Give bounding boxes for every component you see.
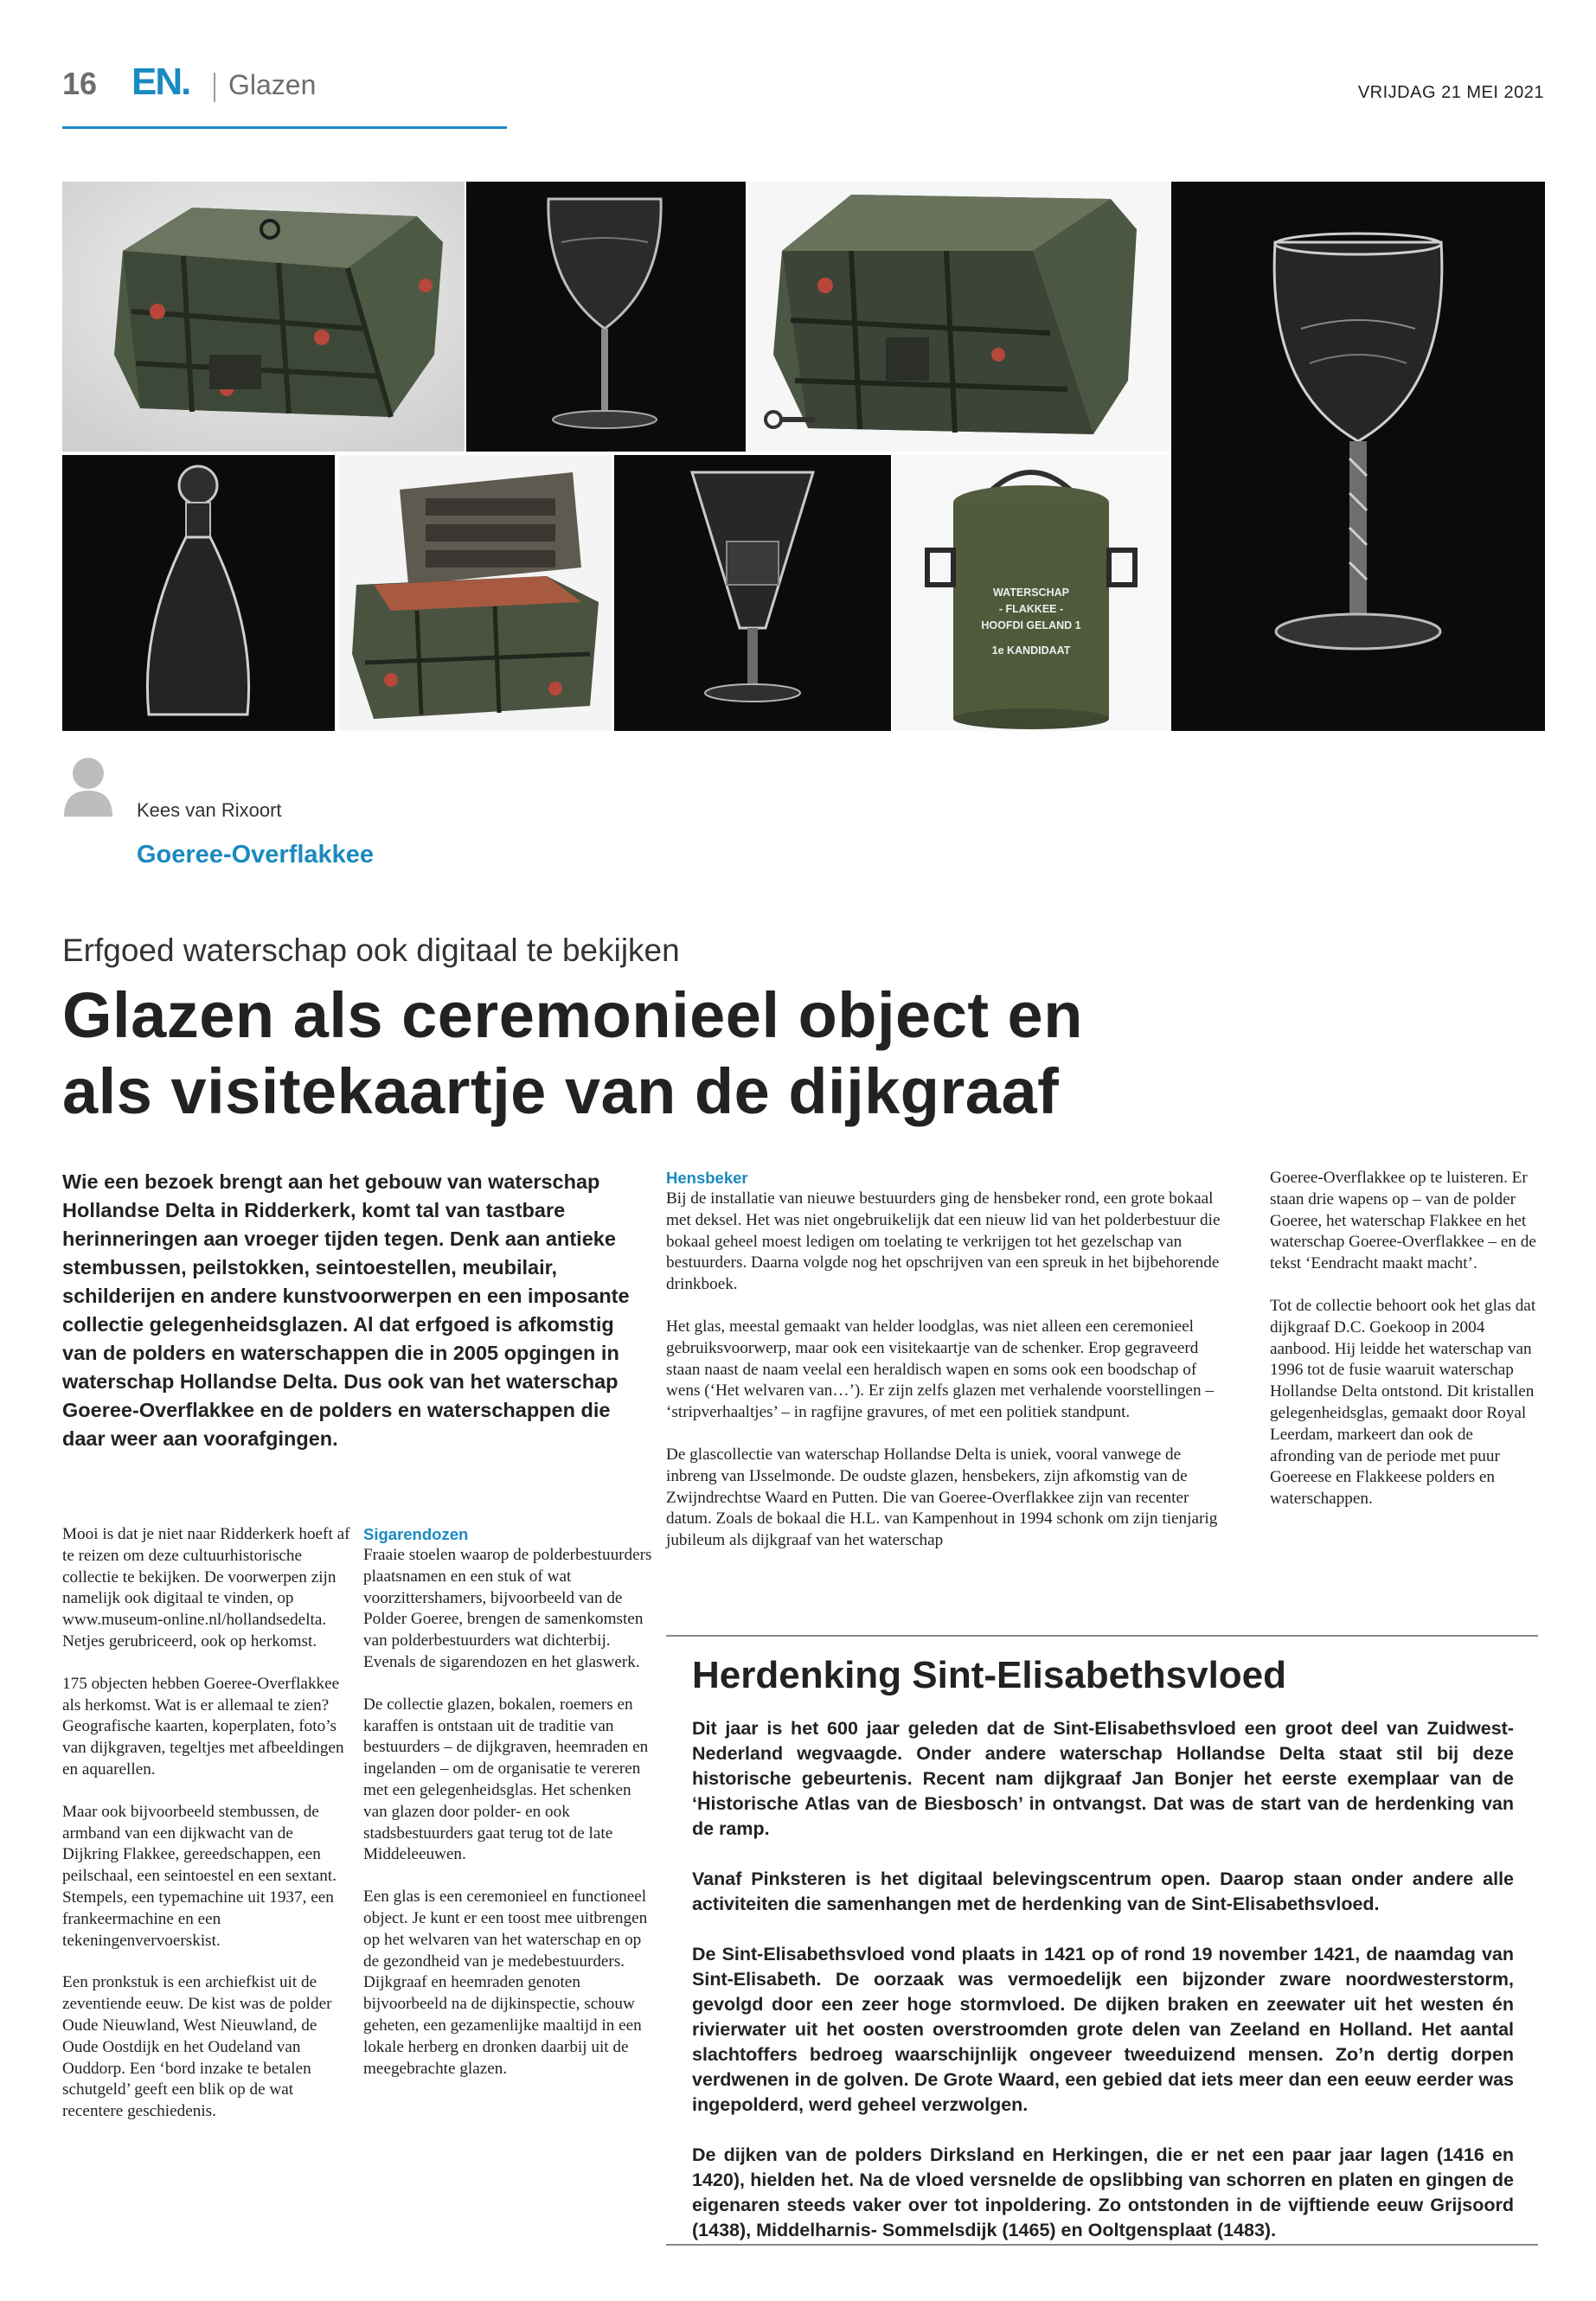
sidebar-paragraph: De dijken van de polders Dirksland en Herkingen, die er net een paar jaar lagen (1416 en 1420), hielden het. Na de vloed versnelde de opslibbing van schorren en platen en gingen de eigenaren steeds vaker over tot inpoldering. Zo ontstonden in de vijftiende eeuw Grijsoord (1438), Middelharnis- Sommelsdijk (1465) en Ooltgensplaat (1483). (692, 2144, 1514, 2240)
paragraph: Mooi is dat je niet naar Ridderkerk hoeft af te reizen om deze cultuurhistorische collectie te bekijken. De voorwerpen zijn namelijk ook digitaal te vinden, op www.museum-online.nl/hollandsedelta. Netjes gerubriceerd, ook op herkomst. (62, 1525, 350, 1650)
paragraph: Maar ook bijvoorbeeld stembussen, de armband van een dijkwacht van de Dijkring Flakkee, gereedschappen, een peilschaal, een seintoestel en een sextant. Stempels, een typemachine uit 1937, een frankeermachine en een tekeningenvervoerskist. (62, 1802, 337, 1950)
article-column-3 (666, 1168, 1227, 1573)
paragraph: De collectie glazen, bokalen, roemers en karaffen is ontstaan uit de traditie van bestuurders – de dijkgraven, heemraden en ingelanden – om de organisatie te vereren met een gelegenheidsglas. Het schenken van glazen door polder- en ook stadsbestuurders gaat terug tot de late Middeleeuwen. (363, 1695, 649, 1864)
photo-decanter (62, 455, 335, 731)
canister-text-4: 1e KANDIDAAT (991, 644, 1071, 657)
sidebar-rule-top (666, 1635, 1538, 1637)
section-label: Glazen (228, 69, 317, 100)
author-name: Kees van Rixoort (137, 799, 282, 821)
paragraph: Een glas is een ceremonieel en functioneel object. Je kunt er een toost mee uitbrengen op het welvaren van het waterschap en op de gezondheid van je medebestuurders. Dijkgraaf en heemraden genoten bijvoorbeeld na de dijkinspectie, schouw geheten, een gezamenlijke maaltijd in een lokale herberg en dronken daarbij uit de meegebrachte glazen. (363, 1888, 648, 2078)
paragraph: Goeree-Overflakkee op te luisteren. Er staan drie wapens op – van de polder Goeree, het waterschap Flakkee en het waterschap Goeree-Overflakkee – en de tekst ‘Eendracht maakt macht’. (1270, 1169, 1536, 1273)
sidebar-title: Herdenking Sint-Elisabethsvloed (692, 1654, 1287, 1696)
paragraph: Een pronkstuk is een archiefkist uit de zeventiende eeuw. De kist was de polder Oude Nieuwland, West Nieuwland, de Oude Oostdijk en het Oudeland van Ouddorp. Een ‘bord inzake te betalen schutgeld’ geeft een blik op de wat recentere geschiedenis. (62, 1973, 332, 2121)
canister-text-3: HOOFDI GELAND 1 (981, 619, 1081, 631)
paragraph: Fraaie stoelen waarop de polderbestuurders plaatsnamen en een stuk of wat voorzittershamers, bijvoorbeeld van de Polder Goeree, brengen de samenkomsten van polderbestuurders wat dichterbij. Evenals de sigarendozen en het glaswerk. (363, 1546, 652, 1671)
sidebar-paragraph: De Sint-Elisabethsvloed vond plaats in 1421 op of rond 19 november 1421, de naamdag van Sint-Elisabeth. De oorzaak was vermoedelijk een bijzonder zware noordwesterstorm, gevolgd door een zeer hoge stormvloed. De dijken braken en zeewater uit het westen én rivierwater uit het oosten overstroomden grote delen van Zeeland en Holland. Het aantal slachtoffers bedroeg waarschijnlijk ongeveer tweeduizend mensen. Zo’n dertig dorpen verdwenen in de golven. De Grote Waard, een gebied dat iets meer dan een eeuw eerder was ingepolderd, werd geheel verzwolgen. (692, 1944, 1514, 2115)
article-column-1 (62, 1524, 352, 2144)
issue-date: VRIJDAG 21 MEI 2021 (1357, 83, 1544, 102)
canister-text-2: - FLAKKEE - (998, 603, 1064, 615)
header-separator (214, 73, 215, 102)
paragraph: De glascollectie van waterschap Hollandse Delta is uniek, vooral vanwege de inbreng van IJsselmonde. De oudste glazen, hensbekers, zijn afkomstig van de Zwijndrechtse Waard en Putten. Die van Goeree-Overflakkee zijn van recenter datum. Zoals de bokaal die H.L. van Kampenhout in 1994 schonk om zijn tienjarig jubileum als dijkgraaf van het waterschap (666, 1445, 1218, 1550)
sidebar-rule-bottom (666, 2244, 1538, 2246)
headline-line-1: Glazen als ceremonieel object en (62, 979, 1083, 1051)
paragraph: Het glas, meestal gemaakt van helder loodglas, was niet alleen een ceremonieel gebruiksvoorwerp, maar ook een visitekaartje van de schenker. Erop gegraveerd staan naast de naam veelal een heraldisch wapen en soms ook een boodschap of wens (‘Het welvaren van…’). Er zijn zelfs glazen met verhalende voorstellingen – ‘stripverhaaltjes’ – in ragfijne gravures, of met een politiek standpunt. (666, 1317, 1214, 1422)
article-column-2 (363, 1524, 657, 2100)
article-kicker: Erfgoed waterschap ook digitaal te bekijken (62, 933, 680, 968)
photo-chest-with-key (747, 182, 1170, 452)
headline-line-2: als visitekaartje van de dijkgraaf (62, 1055, 1060, 1127)
canister-text-1: WATERSCHAP (993, 586, 1069, 599)
paragraph: Bij de installatie van nieuwe bestuurders ging de hensbeker rond, een grote bokaal met deksel. Het was niet ongebruikelijk dat een nieuw lid van het polderbestuur die bokaal geheel moest ledigen om toelating te verkrijgen tot het gezelschap van bestuurders. Daarna volgde nog het opschrijven van een spreuk in het bijbehorende drinkboek. (666, 1189, 1221, 1294)
sidebar-body (692, 1716, 1514, 2268)
photo-engraved-wine-glass (466, 182, 746, 452)
subhead-hensbeker: Hensbeker (666, 1169, 748, 1187)
sidebar-paragraph: Dit jaar is het 600 jaar geleden dat de Sint-Elisabethsvloed een groot deel van Zuidwest-Nederland wegvaagde. Onder andere waterschap Hollandse Delta staat stil bij deze historische gebeurtenis. Recent nam dijkgraaf Jan Bonjer het eerste exemplaar van de ‘Historische Atlas van de Biesbosch’ in ontvangst. Dat was de start van de herdenking van de ramp. (692, 1718, 1514, 1839)
photo-dijkgraaf-goblet (1171, 182, 1545, 731)
photo-archive-chest (62, 182, 465, 452)
photo-open-chest (339, 455, 612, 731)
header-rule (62, 126, 507, 129)
article-headline (62, 977, 1360, 1130)
page-number: 16 (62, 66, 98, 101)
photo-flute-glass (614, 455, 891, 731)
subhead-sigarendozen: Sigarendozen (363, 1525, 469, 1543)
paragraph: 175 objecten hebben Goeree-Overflakkee als herkomst. Wat is er allemaal te zien? Geografische kaarten, koperplaten, foto’s van dijkgraven, tegeltjes met afbeeldingen en aquarellen. (62, 1674, 344, 1779)
author-avatar-icon (62, 754, 114, 817)
newspaper-logo: EN. (131, 61, 190, 103)
dateline-location: Goeree-Overflakkee (137, 841, 375, 868)
photo-ballot-canister (893, 455, 1170, 731)
article-intro: Wie een bezoek brengt aan het gebouw van waterschap Hollandse Delta in Ridderkerk, komt tal van tastbare herinneringen aan vroeger tijden tegen. Denk aan antieke stembussen, peilstokken, seintoestellen, meubilair, schilderijen en andere kunstvoorwerpen en een imposante collectie gelegenheidsglazen. Al dat erfgoed is afkomstig van de polders en waterschappen die in 2005 opgingen in waterschap Hollandse Delta. Dus ook van het waterschap Goeree-Overflakkee en de polders en waterschappen die daar weer aan voorafgingen. (62, 1170, 630, 1450)
sidebar-paragraph: Vanaf Pinksteren is het digitaal belevingscentrum open. Daarop staan onder andere alle activiteiten die samenhangen met de herdenking van de Sint-Elisabethsvloed. (692, 1868, 1514, 1914)
paragraph: Tot de collectie behoort ook het glas dat dijkgraaf D.C. Goekoop in 2004 aanbood. Hij leidde het waterschap van 1996 tot de fusie waaruit waterschap Hollandse Delta ontstond. Dit kristallen gelegenheidsglas, gemaakt door Royal Leerdam, markeert dan ook de afronding van de periode met puur Goereese en Flakkeese polders en waterschappen. (1270, 1296, 1536, 1509)
article-column-4 (1270, 1168, 1536, 1531)
